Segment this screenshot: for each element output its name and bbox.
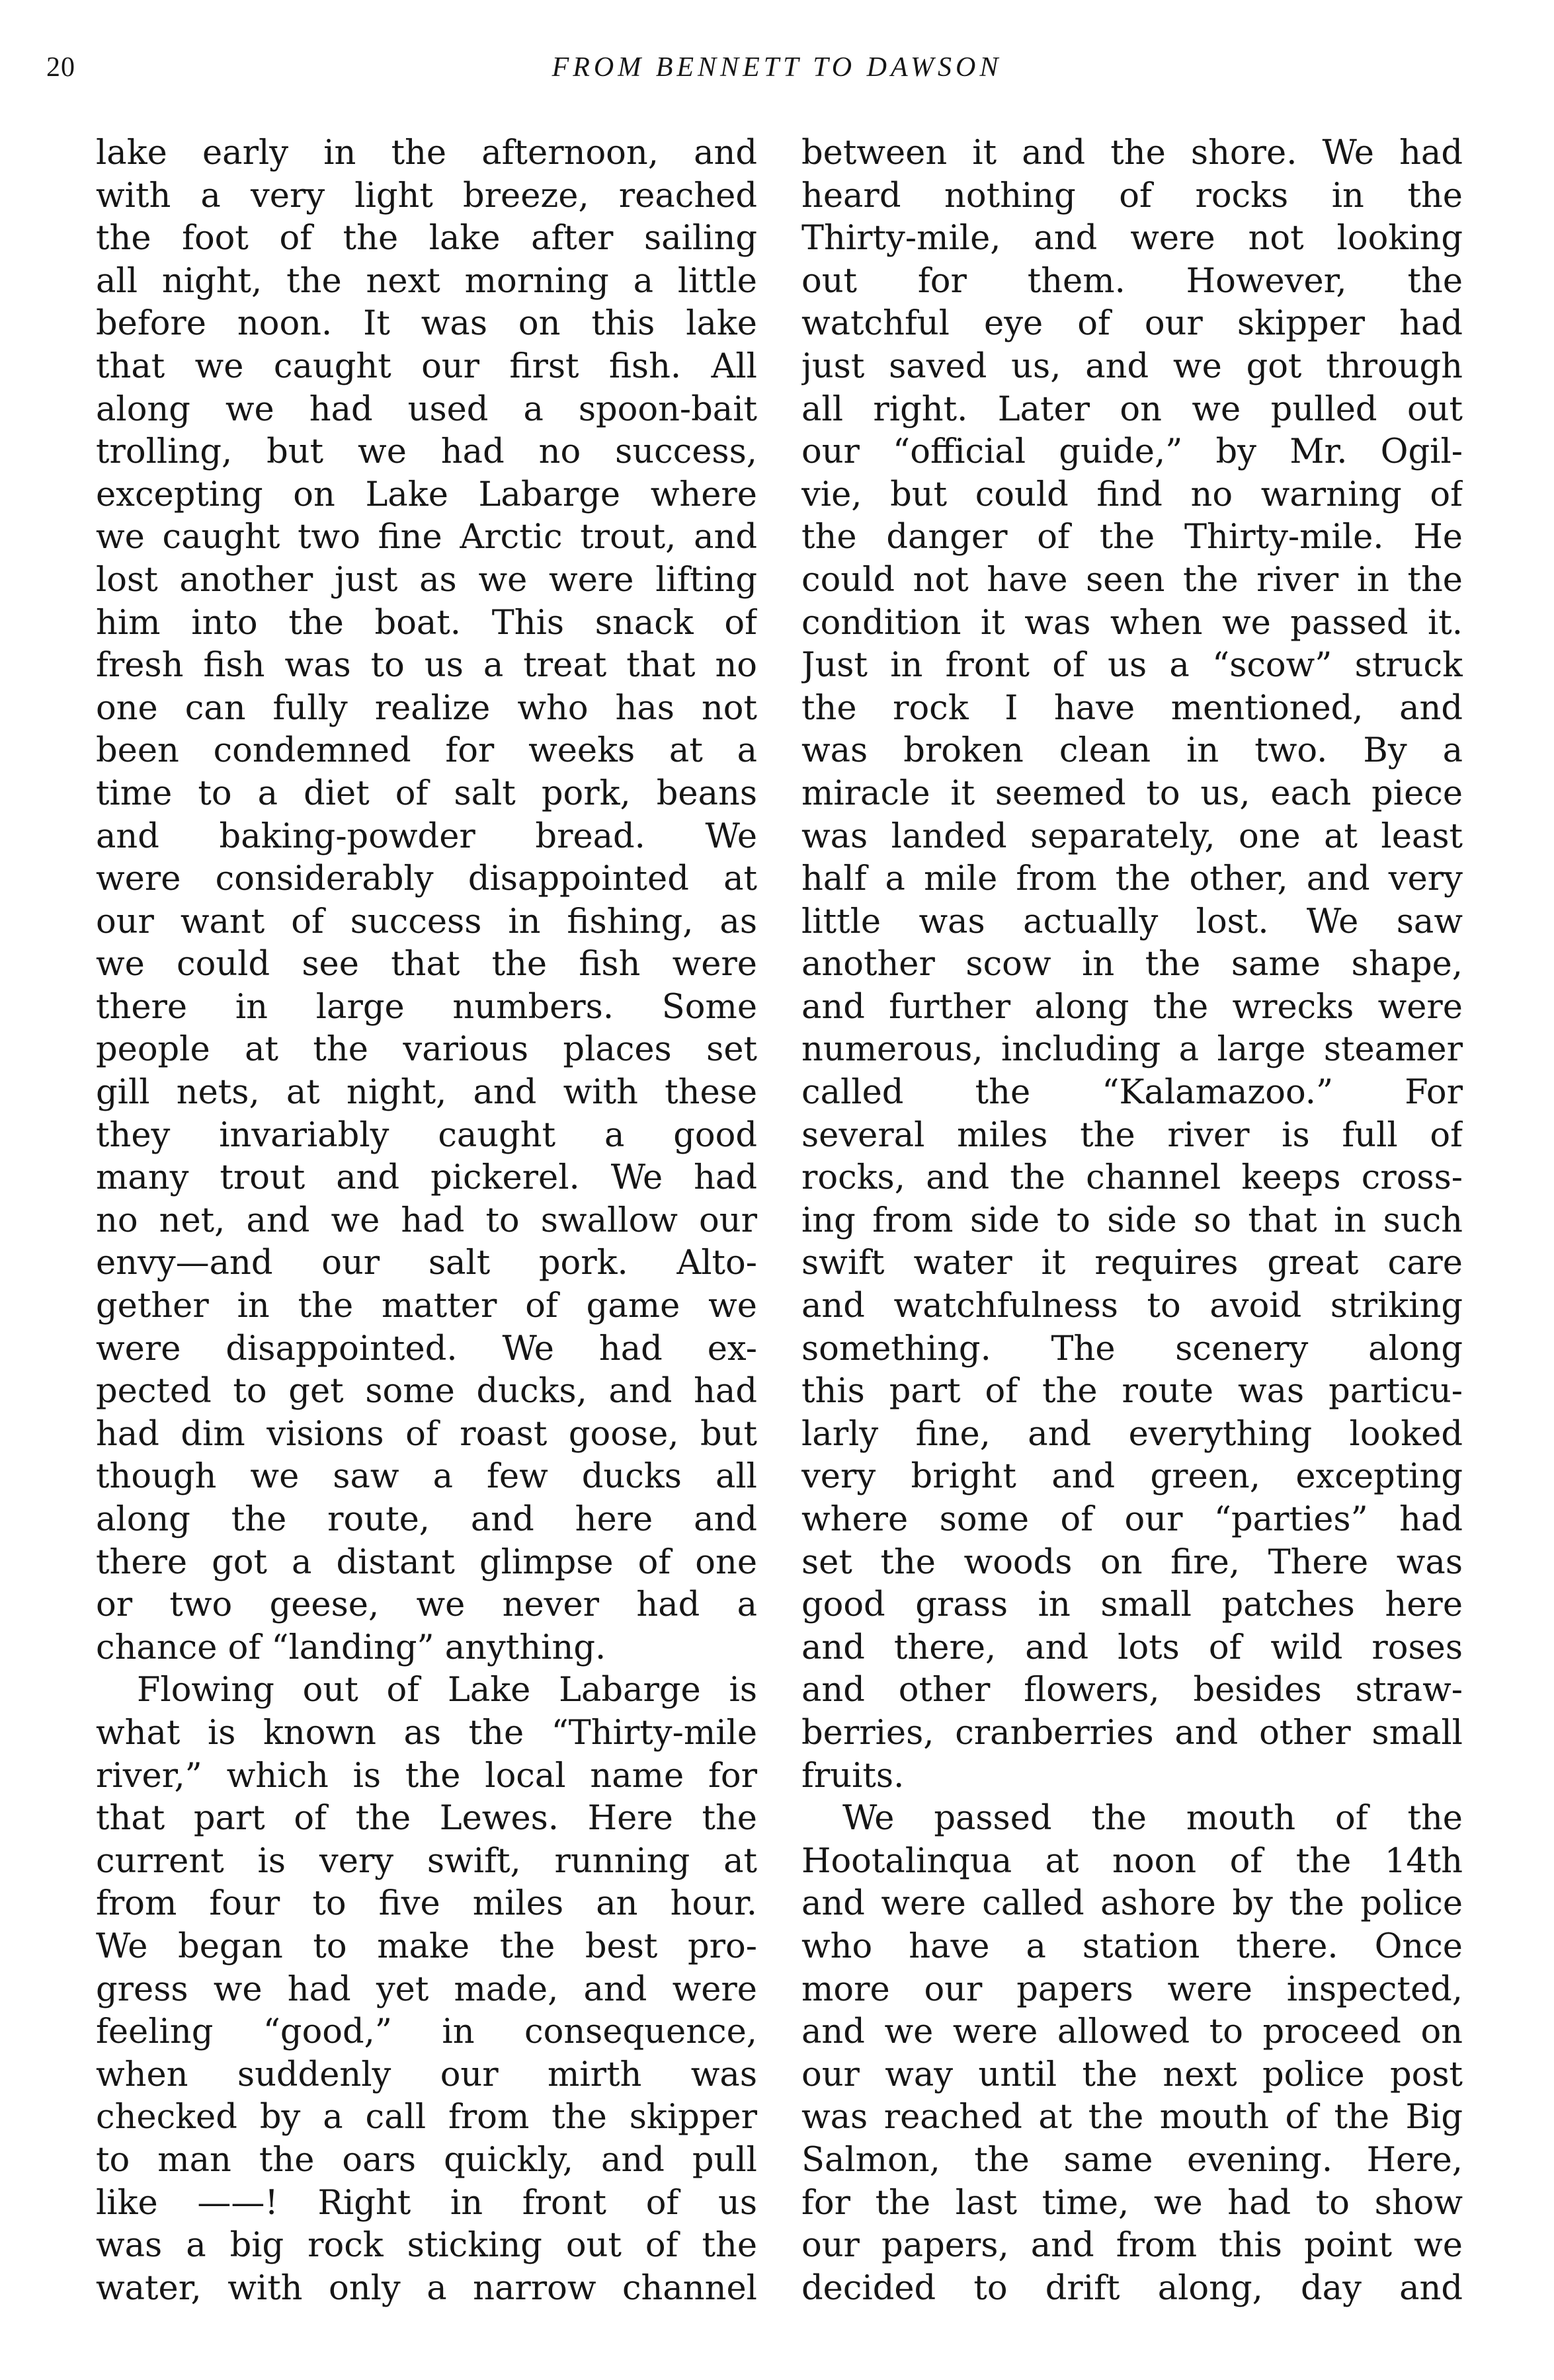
- text-line: and further along the wrecks were: [801, 987, 1463, 1027]
- left-text-column: [96, 132, 757, 2314]
- text-line: lake early in the afternoon, and: [96, 134, 757, 173]
- text-line: was reached at the mouth of the Big: [801, 2098, 1463, 2137]
- text-line: more our papers were inspected,: [801, 1969, 1463, 2009]
- text-line: and were called ashore by the police: [801, 1884, 1463, 1924]
- text-line: were disappointed. We had ex-: [96, 1329, 757, 1368]
- text-line: chance of “landing” anything.: [96, 1628, 606, 1667]
- text-line: and baking-powder bread. We: [96, 816, 757, 856]
- text-line: many trout and pickerel. We had: [96, 1158, 757, 1198]
- text-line: that we caught our first fish. All: [96, 346, 757, 386]
- text-line: the danger of the Thirty-mile. He: [801, 518, 1463, 557]
- text-line: was a big rock sticking out of the: [96, 2226, 757, 2266]
- text-line: from four to five miles an hour.: [96, 1884, 757, 1924]
- text-line: this part of the route was particu-: [801, 1372, 1463, 1411]
- text-line: with a very light breeze, reached: [96, 176, 757, 216]
- text-line: another scow in the same shape,: [801, 945, 1463, 984]
- text-line: little was actually lost. We saw: [801, 902, 1463, 941]
- text-line: when suddenly our mirth was: [96, 2055, 757, 2094]
- text-line: along the route, and here and: [96, 1500, 757, 1539]
- text-line: vie, but could find no warning of: [801, 475, 1463, 514]
- text-line: and watchfulness to avoid striking: [801, 1287, 1463, 1326]
- text-line: ing from side to side so that in such: [801, 1201, 1463, 1240]
- text-line: been condemned for weeks at a: [96, 731, 757, 771]
- text-line: along we had used a spoon-bait: [96, 389, 757, 429]
- text-line: to man the oars quickly, and pull: [96, 2140, 757, 2180]
- text-line: condition it was when we passed it.: [801, 603, 1463, 643]
- text-line: fruits.: [801, 1756, 905, 1796]
- text-line: heard nothing of rocks in the: [801, 176, 1463, 216]
- text-line: what is known as the “Thirty-mile: [96, 1713, 757, 1753]
- text-line: several miles the river is full of: [801, 1115, 1463, 1155]
- text-line: gress we had yet made, and were: [96, 1969, 757, 2009]
- text-line: him into the boat. This snack of: [96, 603, 757, 643]
- text-line: or two geese, we never had a: [96, 1585, 757, 1625]
- text-line: set the woods on fire, There was: [801, 1542, 1463, 1582]
- text-line: numerous, including a large steamer: [801, 1030, 1463, 1070]
- text-line: had dim visions of roast goose, but: [96, 1414, 757, 1454]
- text-line: miracle it seemed to us, each piece: [801, 774, 1463, 813]
- text-line: we caught two fine Arctic trout, and: [96, 518, 757, 557]
- text-line: very bright and green, excepting: [801, 1457, 1463, 1497]
- text-line: time to a diet of salt pork, beans: [96, 774, 757, 813]
- text-line: larly fine, and everything looked: [801, 1414, 1463, 1454]
- right-text-column: [801, 132, 1463, 2314]
- page-number: 20: [46, 52, 75, 83]
- text-line: trolling, but we had no success,: [96, 432, 757, 472]
- text-line: that part of the Lewes. Here the: [96, 1799, 757, 1839]
- text-line: river,” which is the local name for: [96, 1756, 757, 1796]
- text-line: good grass in small patches here: [801, 1585, 1463, 1625]
- text-line: something. The scenery along: [801, 1329, 1463, 1368]
- text-line: berries, cranberries and other small: [801, 1713, 1463, 1753]
- text-line: envy—and our salt pork. Alto-: [96, 1244, 757, 1283]
- text-line: Flowing out of Lake Labarge is: [137, 1671, 757, 1710]
- text-line: checked by a call from the skipper: [96, 2098, 757, 2137]
- text-line: our way until the next police post: [801, 2055, 1463, 2094]
- text-line: could not have seen the river in the: [801, 560, 1463, 600]
- text-line: fresh fish was to us a treat that no: [96, 646, 757, 686]
- text-line: decided to drift along, day and: [801, 2268, 1463, 2308]
- text-line: called the “Kalamazoo.” For: [801, 1073, 1463, 1113]
- text-line: though we saw a few ducks all: [96, 1457, 757, 1497]
- text-line: pected to get some ducks, and had: [96, 1372, 757, 1411]
- text-line: they invariably caught a good: [96, 1115, 757, 1155]
- text-line: between it and the shore. We had: [801, 134, 1463, 173]
- text-line: We passed the mouth of the: [842, 1799, 1463, 1839]
- text-line: and we were allowed to proceed on: [801, 2012, 1463, 2052]
- text-line: the foot of the lake after sailing: [96, 219, 757, 258]
- text-line: the rock I have mentioned, and: [801, 688, 1463, 728]
- text-line: our papers, and from this point we: [801, 2226, 1463, 2266]
- text-line: gill nets, at night, and with these: [96, 1073, 757, 1113]
- text-line: excepting on Lake Labarge where: [96, 475, 757, 514]
- text-line: we could see that the fish were: [96, 945, 757, 984]
- text-line: who have a station there. Once: [801, 1926, 1463, 1966]
- text-line: there in large numbers. Some: [96, 987, 757, 1027]
- text-line: all night, the next morning a little: [96, 261, 757, 301]
- running-head-title: FROM BENNETT TO DAWSON: [552, 52, 1002, 83]
- text-line: current is very swift, running at: [96, 1841, 757, 1881]
- text-line: rocks, and the channel keeps cross-: [801, 1158, 1463, 1198]
- text-line: Salmon, the same evening. Here,: [801, 2140, 1463, 2180]
- text-line: before noon. It was on this lake: [96, 304, 757, 344]
- text-line: was landed separately, one at least: [801, 816, 1463, 856]
- text-line: out for them. However, the: [801, 261, 1463, 301]
- text-line: We began to make the best pro-: [96, 1926, 757, 1966]
- text-line: Hootalinqua at noon of the 14th: [801, 1841, 1463, 1881]
- text-line: gether in the matter of game we: [96, 1287, 757, 1326]
- text-line: half a mile from the other, and very: [801, 859, 1463, 899]
- text-line: was broken clean in two. By a: [801, 731, 1463, 771]
- text-line: and other flowers, besides straw-: [801, 1671, 1463, 1710]
- text-line: our want of success in fishing, as: [96, 902, 757, 941]
- text-line: one can fully realize who has not: [96, 688, 757, 728]
- text-line: and there, and lots of wild roses: [801, 1628, 1463, 1667]
- text-line: swift water it requires great care: [801, 1244, 1463, 1283]
- text-line: Just in front of us a “scow” struck: [801, 646, 1463, 686]
- text-line: our “official guide,” by Mr. Ogil-: [801, 432, 1463, 472]
- text-line: watchful eye of our skipper had: [801, 304, 1463, 344]
- text-line: feeling “good,” in consequence,: [96, 2012, 757, 2052]
- text-line: lost another just as we were lifting: [96, 560, 757, 600]
- text-line: water, with only a narrow channel: [96, 2268, 757, 2308]
- text-line: like ——! Right in front of us: [96, 2183, 757, 2223]
- text-line: people at the various places set: [96, 1030, 757, 1070]
- text-line: no net, and we had to swallow our: [96, 1201, 757, 1240]
- text-line: just saved us, and we got through: [801, 346, 1463, 386]
- text-line: Thirty-mile, and were not looking: [801, 219, 1463, 258]
- text-line: all right. Later on we pulled out: [801, 389, 1463, 429]
- text-line: where some of our “parties” had: [801, 1500, 1463, 1539]
- text-line: there got a distant glimpse of one: [96, 1542, 757, 1582]
- text-line: were considerably disappointed at: [96, 859, 757, 899]
- text-line: for the last time, we had to show: [801, 2183, 1463, 2223]
